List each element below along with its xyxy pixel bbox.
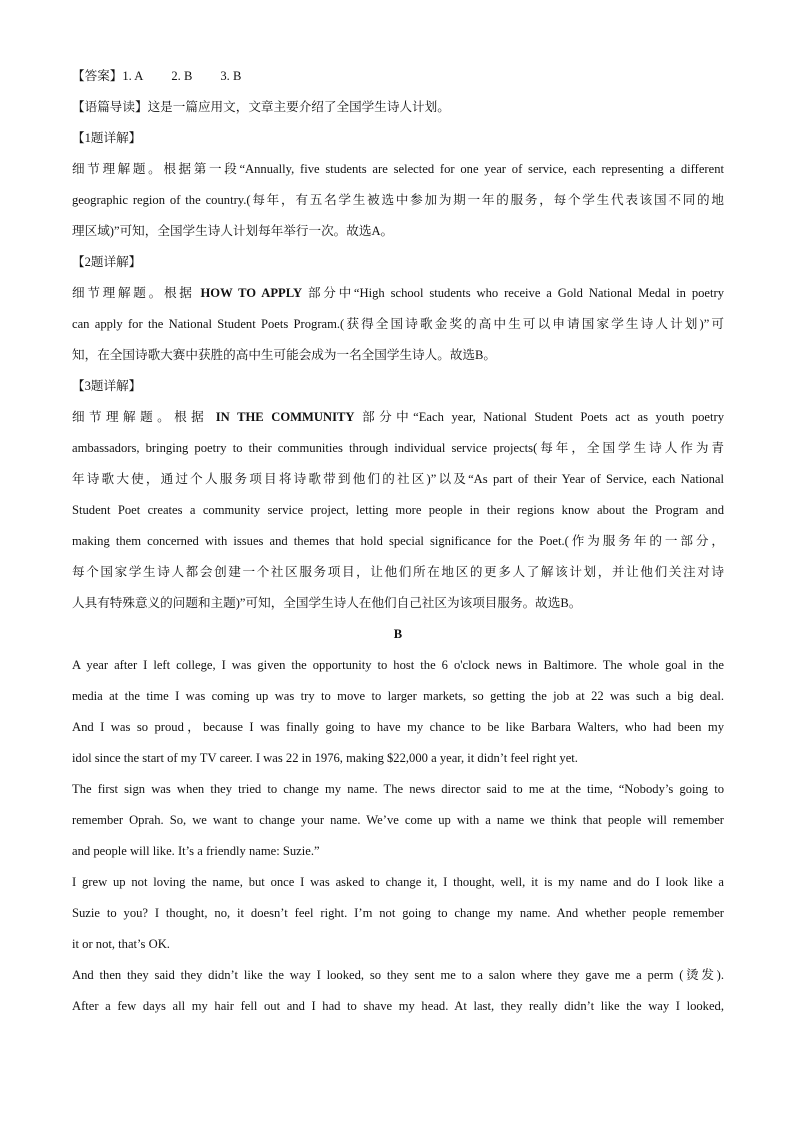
passage-line: idol since the start of my TV career. I was 22 in 1976, making $22,000 a year, it didn’t feel right yet. — [72, 751, 578, 765]
q2-heading: 【2题详解】 — [72, 255, 142, 269]
q3-line: making them concerned with issues and themes that hold special significance for the Poet.(作为服务年的一部分， — [72, 534, 724, 548]
q3-line-text: 部分中“Each year, National Student Poets act as youth poetry — [354, 410, 724, 424]
q2-line: 知，在全国诗歌大赛中获胜的高中生可能会成为一名全国学生诗人。故选B。 — [72, 348, 496, 362]
q2-line-text: 细节理解题。根据 — [72, 286, 201, 300]
q2-line: can apply for the National Student Poets Program.(获得全国诗歌金奖的高中生可以申请国家学生诗人计划)”可 — [72, 317, 724, 331]
passage-line: and people will like. It’s a friendly name: Suzie.” — [72, 844, 320, 858]
answer-item: 1. A — [122, 69, 144, 83]
answer-label: 【答案】 — [72, 69, 123, 83]
passage-line: I grew up not loving the name, but once I was asked to change it, I thought, well, it is my name and do I look like a — [72, 875, 724, 889]
passage-line: And I was so proud，because I was finally going to have my chance to be like Barbara Walters, who had been my — [72, 720, 724, 734]
q2-section-name: HOW TO APPLY — [200, 286, 303, 300]
answer-item: 3. B — [220, 69, 242, 83]
q1-line: 细节理解题。根据第一段“Annually, five students are selected for one year of service, each representing a different — [72, 162, 724, 176]
guide-line — [72, 94, 724, 125]
passage-line: media at the time I was coming up was try to move to larger markets, so getting the job at 22 was such a big deal. — [72, 689, 724, 703]
q2-line-text: 部分中“High school students who receive a Gold National Medal in poetry — [302, 286, 724, 300]
passage-line: it or not, that’s OK. — [72, 937, 170, 951]
q3-section-name: IN THE COMMUNITY — [215, 410, 355, 424]
q2-line — [72, 280, 724, 311]
answer-line — [72, 63, 724, 94]
q3-heading: 【3题详解】 — [72, 379, 142, 393]
section-b-title: B — [393, 627, 403, 641]
q1-line: 理区域)”可知，全国学生诗人计划每年举行一次。故选A。 — [72, 224, 394, 238]
document-page — [72, 63, 724, 1024]
q3-line: Student Poet creates a community service project, letting more people in their regions know about the Program and — [72, 503, 724, 517]
passage-line: remember Oprah. So, we want to change your name. We’ve come up with a name we think that people will remember — [72, 813, 724, 827]
guide-text: 这是一篇应用文，文章主要介绍了全国学生诗人计划。 — [147, 100, 450, 114]
q3-line: ambassadors, bringing poetry to their communities through individual service projects(每年，全国学生诗人作为青 — [72, 441, 724, 455]
q3-line — [72, 404, 724, 435]
q1-heading: 【1题详解】 — [72, 131, 142, 145]
guide-label: 【语篇导读】 — [72, 100, 148, 114]
q3-line: 年诗歌大使，通过个人服务项目将诗歌带到他们的社区)”以及“As part of their Year of Service, each National — [72, 472, 724, 486]
passage-line: A year after I left college, I was given the opportunity to host the 6 o'clock news in Baltimore. The whole goal in the — [72, 658, 724, 672]
passage-line: Suzie to you? I thought, no, it doesn’t feel right. I’m not going to change my name. And whether people remember — [72, 906, 724, 920]
q1-line: geographic region of the country.(每年，有五名学生被选中参加为期一年的服务，每个学生代表该国不同的地 — [72, 193, 724, 207]
q3-line: 人具有特殊意义的问题和主题)”可知，全国学生诗人在他们自己社区为该项目服务。故选B。 — [72, 596, 582, 610]
q3-line: 每个国家学生诗人都会创建一个社区服务项目，让他们所在地区的更多人了解该计划，并让他们关注对诗 — [72, 565, 724, 579]
passage-line: The first sign was when they tried to change my name. The news director said to me at the time, “Nobody’s going to — [72, 782, 724, 796]
q3-line-text: 细节理解题。根据 — [72, 410, 216, 424]
passage-line: And then they said they didn’t like the way I looked, so they sent me to a salon where they gave me a perm (烫发). — [72, 968, 724, 982]
passage-line: After a few days all my hair fell out and I had to shave my head. At last, they really didn’t like the way I looked, — [72, 999, 724, 1013]
answer-item: 2. B — [171, 69, 193, 83]
